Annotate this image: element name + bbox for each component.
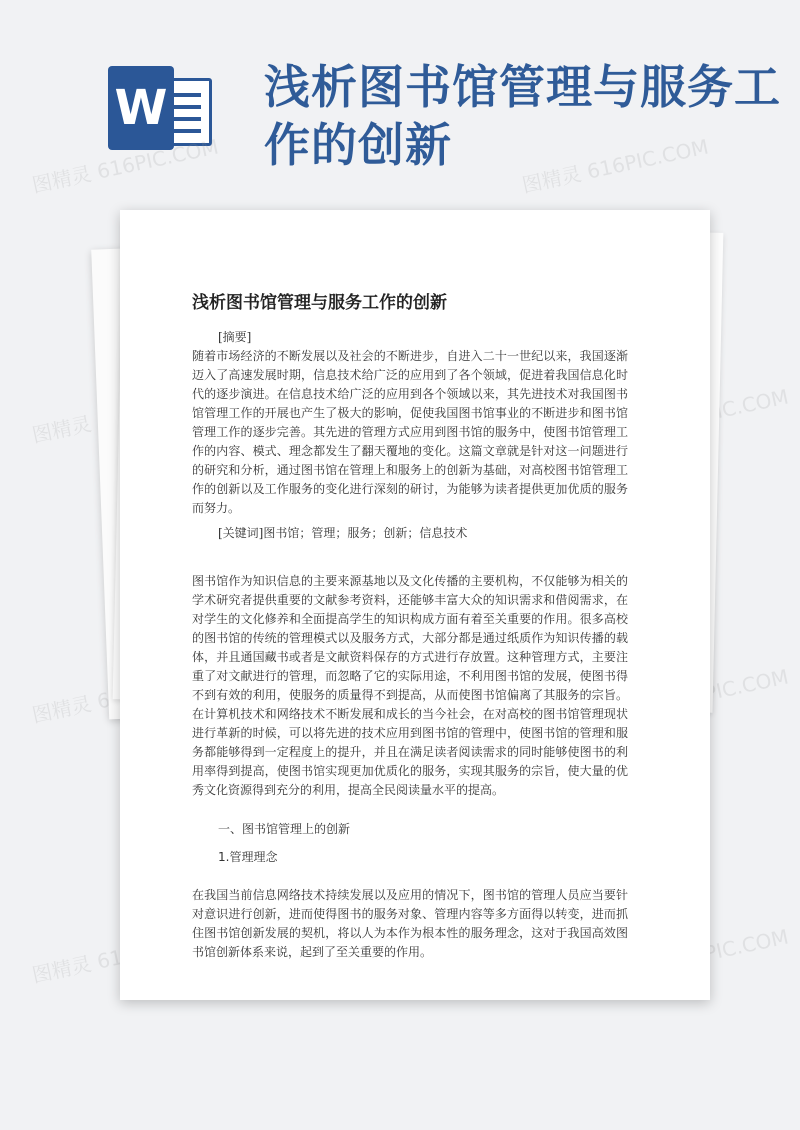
watermark: 图精灵 616PIC.COM (29, 134, 221, 198)
abstract-text: 随着市场经济的不断发展以及社会的不断进步，自进入二十一世纪以来，我国逐渐迈入了高速发展时期，信息技术给广泛的应用到了各个领域，促进着我国信息化时代的逐步演进。在信息技术给广泛的应用到各个领域以来，其先进技术对我国图书馆管理工作的开展也产生了极大的影响，促使我国图书馆事业的不断进步和图书馆管理工作的逐步完善。其先进的管理方式应用到图书馆的服务中，使图书馆管理工作的内容、模式、理念都发生了翻天覆地的变化。这篇文章就是针对这一问题进行的研究和分析，通过图书馆在管理上和服务上的创新为基础，对高校图书馆管理工作的创新以及工作服务的变化进行深刻的研讨，为能够为读者提供更加优质的服务而努力。 (192, 349, 628, 515)
watermark: 616PIC.COM (664, 664, 791, 714)
watermark: 616PIC.COM (664, 924, 791, 974)
document-page (120, 210, 710, 1000)
watermark: 图精灵 (29, 691, 94, 728)
subsection-heading: 1.管理理念 (218, 850, 278, 864)
watermark: 图精灵 (29, 951, 94, 988)
abstract-label: [摘要] (218, 330, 252, 344)
watermark: 616PIC.COM (664, 384, 791, 434)
watermark: 图精灵 (29, 411, 94, 448)
word-letter-icon: W (108, 66, 174, 150)
section-heading: 一、图书馆管理上的创新 (218, 822, 351, 836)
watermark: 图精灵 616PIC.COM (519, 134, 711, 198)
body-paragraph: 在我国当前信息网络技术持续发展以及应用的情况下，图书馆的管理人员应当要针对意识进行创新，进而使得图书的服务对象、管理内容等多方面得以转变，进而抓住图书馆创新发展的契机，将以人为本作为根本性的服务理念，这对于我国高效图书馆创新体系来说，起到了至关重要的作用。 (192, 888, 628, 959)
keywords: [关键词]图书馆；管理；服务；创新；信息技术 (218, 526, 468, 540)
banner-title: 浅析图书馆管理与服务工作的创新 (264, 60, 781, 172)
document-title: 浅析图书馆管理与服务工作的创新 (192, 293, 447, 313)
word-logo-icon (108, 66, 216, 150)
body-paragraph: 图书馆作为知识信息的主要来源基地以及文化传播的主要机构，不仅能够为相关的学术研究者提供重要的文献参考资料，还能够丰富大众的知识需求和借阅需求，在对学生的文化修养和全面提高学生的知识构成方面有着至关重要的作用。很多高校的图书馆的传统的管理模式以及服务方式，大部分都是通过纸质作为知识传播的载体，并且通国藏书或者是文献资料保存的方式进行存放置。这种管理方式，主要注重了对文献进行的管理，而忽略了它的实际用途，不利用图书馆的发展，使图书得不到有效的利用，使服务的质量得不到提高，从而使图书馆偏离了其服务的宗旨。在计算机技术和网络技术不断发展和成长的当今社会，在对高校的图书馆管理现状进行革新的时候，可以将先进的技术应用到图书馆的管理中，使图书馆的管理和服务都能够得到一定程度上的提升，并且在满足读者阅读需求的同时能够使图书的利用率得到提高，使图书馆实现更加优质化的服务，实现其服务的宗旨，使大量的优秀文化资源得到充分的利用，提高全民阅读量水平的提高。 (192, 574, 628, 797)
